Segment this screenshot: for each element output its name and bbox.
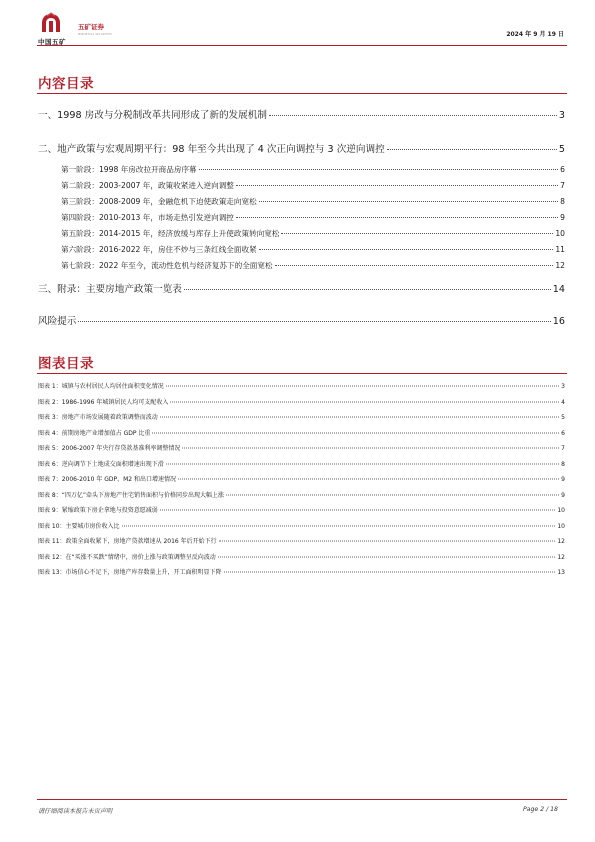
toc-entry-title: 风险提示 xyxy=(38,316,77,327)
dot-leader xyxy=(152,432,559,433)
figure-page-number: 12 xyxy=(557,538,565,545)
toc-subsection-entry[interactable] xyxy=(61,260,565,271)
toc-subsection-entry[interactable] xyxy=(61,180,565,191)
toc-page-number: 8 xyxy=(560,197,565,206)
dot-leader xyxy=(275,265,554,266)
figure-entry-title: 图表 2：1986-1996 年城镇居民人均可支配收入 xyxy=(38,398,169,406)
dot-leader xyxy=(122,525,556,526)
dot-leader xyxy=(236,185,558,186)
figure-entry[interactable] xyxy=(38,536,565,545)
figure-entry[interactable] xyxy=(38,397,565,406)
toc-page-number: 9 xyxy=(560,213,565,222)
dot-leader xyxy=(166,386,559,387)
toc-subsection-entry[interactable] xyxy=(61,212,565,223)
brand-name-en: MINMETALS SECURITIES xyxy=(78,33,112,36)
contents-divider xyxy=(37,93,567,94)
toc-entry-title: 第二阶段：2003-2007 年，政策收紧进入逆向调整 xyxy=(61,181,234,190)
toc-subsection-entry[interactable] xyxy=(61,244,565,255)
figure-entry-title: 图表 3：房地产市场发展随着政策调整而波动 xyxy=(38,414,158,421)
toc-entry-title: 第一阶段：1998 年房改拉开商品房序幕 xyxy=(61,165,197,174)
figure-entry[interactable] xyxy=(38,552,565,561)
figure-entry[interactable] xyxy=(38,505,565,514)
toc-page-number: 10 xyxy=(555,229,565,238)
figure-entry[interactable] xyxy=(38,521,565,530)
figures-divider xyxy=(37,373,567,374)
toc-entry-title: 第三阶段：2008-2009 年，金融危机下迫使政策走向宽松 xyxy=(61,197,257,206)
toc-section-entry[interactable] xyxy=(38,313,565,327)
figure-entry-title: 图表 9：紧缩政策下房企拿地与投资意愿减弱 xyxy=(38,507,158,514)
toc-subsection-entry[interactable] xyxy=(61,228,565,239)
toc-page-number: 7 xyxy=(560,181,565,190)
toc-page-number: 16 xyxy=(552,316,565,327)
dot-leader xyxy=(178,479,559,480)
figure-page-number: 9 xyxy=(561,476,565,483)
figure-entry[interactable] xyxy=(38,459,565,468)
toc-section-entry[interactable] xyxy=(38,141,565,155)
toc-entry-title: 第五阶段：2014-2015 年，经济放缓与库存上升使政策转向宽松 xyxy=(61,229,280,238)
minmetals-logo-icon xyxy=(40,12,62,34)
toc-entry-title: 第四阶段：2010-2013 年，市场走热引发逆向调控 xyxy=(61,213,234,222)
toc-page-number: 12 xyxy=(555,261,565,270)
dot-leader xyxy=(269,115,557,116)
dot-leader xyxy=(281,233,553,234)
figure-page-number: 3 xyxy=(561,383,565,390)
figure-entry-title: 图表 10：主要城市房价收入比 xyxy=(38,522,120,530)
company-name-cn: 中国五矿 xyxy=(38,38,66,46)
dot-leader xyxy=(184,289,551,290)
contents-title: 内容目录 xyxy=(38,76,94,92)
figure-entry-title: 图表 6：逆向调节下土地成交面积增速出现下滑 xyxy=(38,460,164,468)
figure-entry-title: 图表 12：在“买涨不买跌”情绪中，房价上涨与政策调整呈反向波动 xyxy=(38,553,216,561)
toc-entry-title: 第七阶段：2022 年至今，流动性危机与经济复苏下的全面宽松 xyxy=(61,261,273,270)
figure-entry[interactable] xyxy=(38,490,565,499)
figure-page-number: 6 xyxy=(561,429,565,437)
figure-page-number: 7 xyxy=(561,445,565,452)
page-number: Page 2 / 18 xyxy=(522,806,558,813)
toc-entry-title: 二、地产政策与宏观周期平行：98 年至今共出现了 4 次正向调控与 3 次逆向调控 xyxy=(38,144,385,155)
figure-page-number: 5 xyxy=(561,414,565,421)
figure-entry[interactable] xyxy=(38,443,565,452)
figure-entry-title: 图表 11：政策全面收紧下，房地产贷款增速从 2016 年后开始下行 xyxy=(38,538,217,545)
dot-leader xyxy=(166,463,559,464)
figure-entry-title: 图表 8：“四万亿”牵头下房地产住宅销售面积与价格同步出现大幅上涨 xyxy=(38,491,224,499)
dot-leader xyxy=(170,401,559,402)
dot-leader xyxy=(224,572,556,573)
footer-divider xyxy=(37,799,567,800)
figure-entry-title: 图表 13：市场信心不足下，房地产库存数量上升，开工面积明显下降 xyxy=(38,569,222,576)
figure-page-number: 4 xyxy=(561,398,565,406)
figure-page-number: 12 xyxy=(557,553,565,561)
dot-leader xyxy=(160,417,559,418)
toc-entry-title: 第六阶段：2016-2022 年，房住不炒与三条红线全面收紧 xyxy=(61,245,257,254)
toc-page-number: 14 xyxy=(552,284,565,295)
toc-page-number: 6 xyxy=(560,165,565,174)
dot-leader xyxy=(226,494,559,495)
figure-entry-title: 图表 4：前期房地产业增加值占 GDP 比重 xyxy=(38,429,151,437)
figure-page-number: 13 xyxy=(557,569,565,576)
figure-page-number: 10 xyxy=(557,507,565,514)
brand-name: 五矿证券 xyxy=(78,23,104,31)
figure-page-number: 8 xyxy=(561,460,565,468)
figure-entry[interactable] xyxy=(38,381,565,390)
figure-page-number: 9 xyxy=(561,491,565,499)
toc-page-number: 11 xyxy=(555,245,565,254)
dot-leader xyxy=(199,169,559,170)
dot-leader xyxy=(182,448,559,449)
header-divider xyxy=(37,45,567,46)
toc-page-number: 5 xyxy=(558,144,565,155)
toc-section-entry[interactable] xyxy=(38,107,565,121)
toc-section-entry[interactable] xyxy=(38,281,565,295)
dot-leader xyxy=(387,149,557,150)
dot-leader xyxy=(219,541,556,542)
dot-leader xyxy=(78,321,550,322)
disclaimer-notice: 请仔细阅读本报告末页声明 xyxy=(38,808,113,815)
figure-entry[interactable] xyxy=(38,412,565,421)
figure-entry[interactable] xyxy=(38,567,565,576)
toc-subsection-entry[interactable] xyxy=(61,196,565,207)
dot-leader xyxy=(259,249,554,250)
toc-entry-title: 三、附录：主要房地产政策一览表 xyxy=(38,284,182,295)
figure-entry[interactable] xyxy=(38,474,565,483)
toc-entry-title: 一、1998 房改与分税制改革共同形成了新的发展机制 xyxy=(38,110,267,121)
figure-page-number: 10 xyxy=(557,522,565,530)
figure-entry[interactable] xyxy=(38,428,565,437)
figure-entry-title: 图表 5：2006-2007 年央行存贷款基准利率调整情况 xyxy=(38,445,181,452)
figures-title: 图表目录 xyxy=(38,356,94,372)
dot-leader xyxy=(160,510,556,511)
dot-leader xyxy=(236,217,558,218)
figure-entry-title: 图表 1：城镇与农村居民人均居住面积变化情况 xyxy=(38,383,164,390)
report-date: 2024 年 9 月 19 日 xyxy=(506,31,564,38)
toc-subsection-entry[interactable] xyxy=(61,164,565,175)
dot-leader xyxy=(218,556,556,557)
toc-page-number: 3 xyxy=(558,110,565,121)
figure-entry-title: 图表 7：2006-2010 年 GDP、M2 和出口增速情况 xyxy=(38,476,177,483)
dot-leader xyxy=(259,201,558,202)
